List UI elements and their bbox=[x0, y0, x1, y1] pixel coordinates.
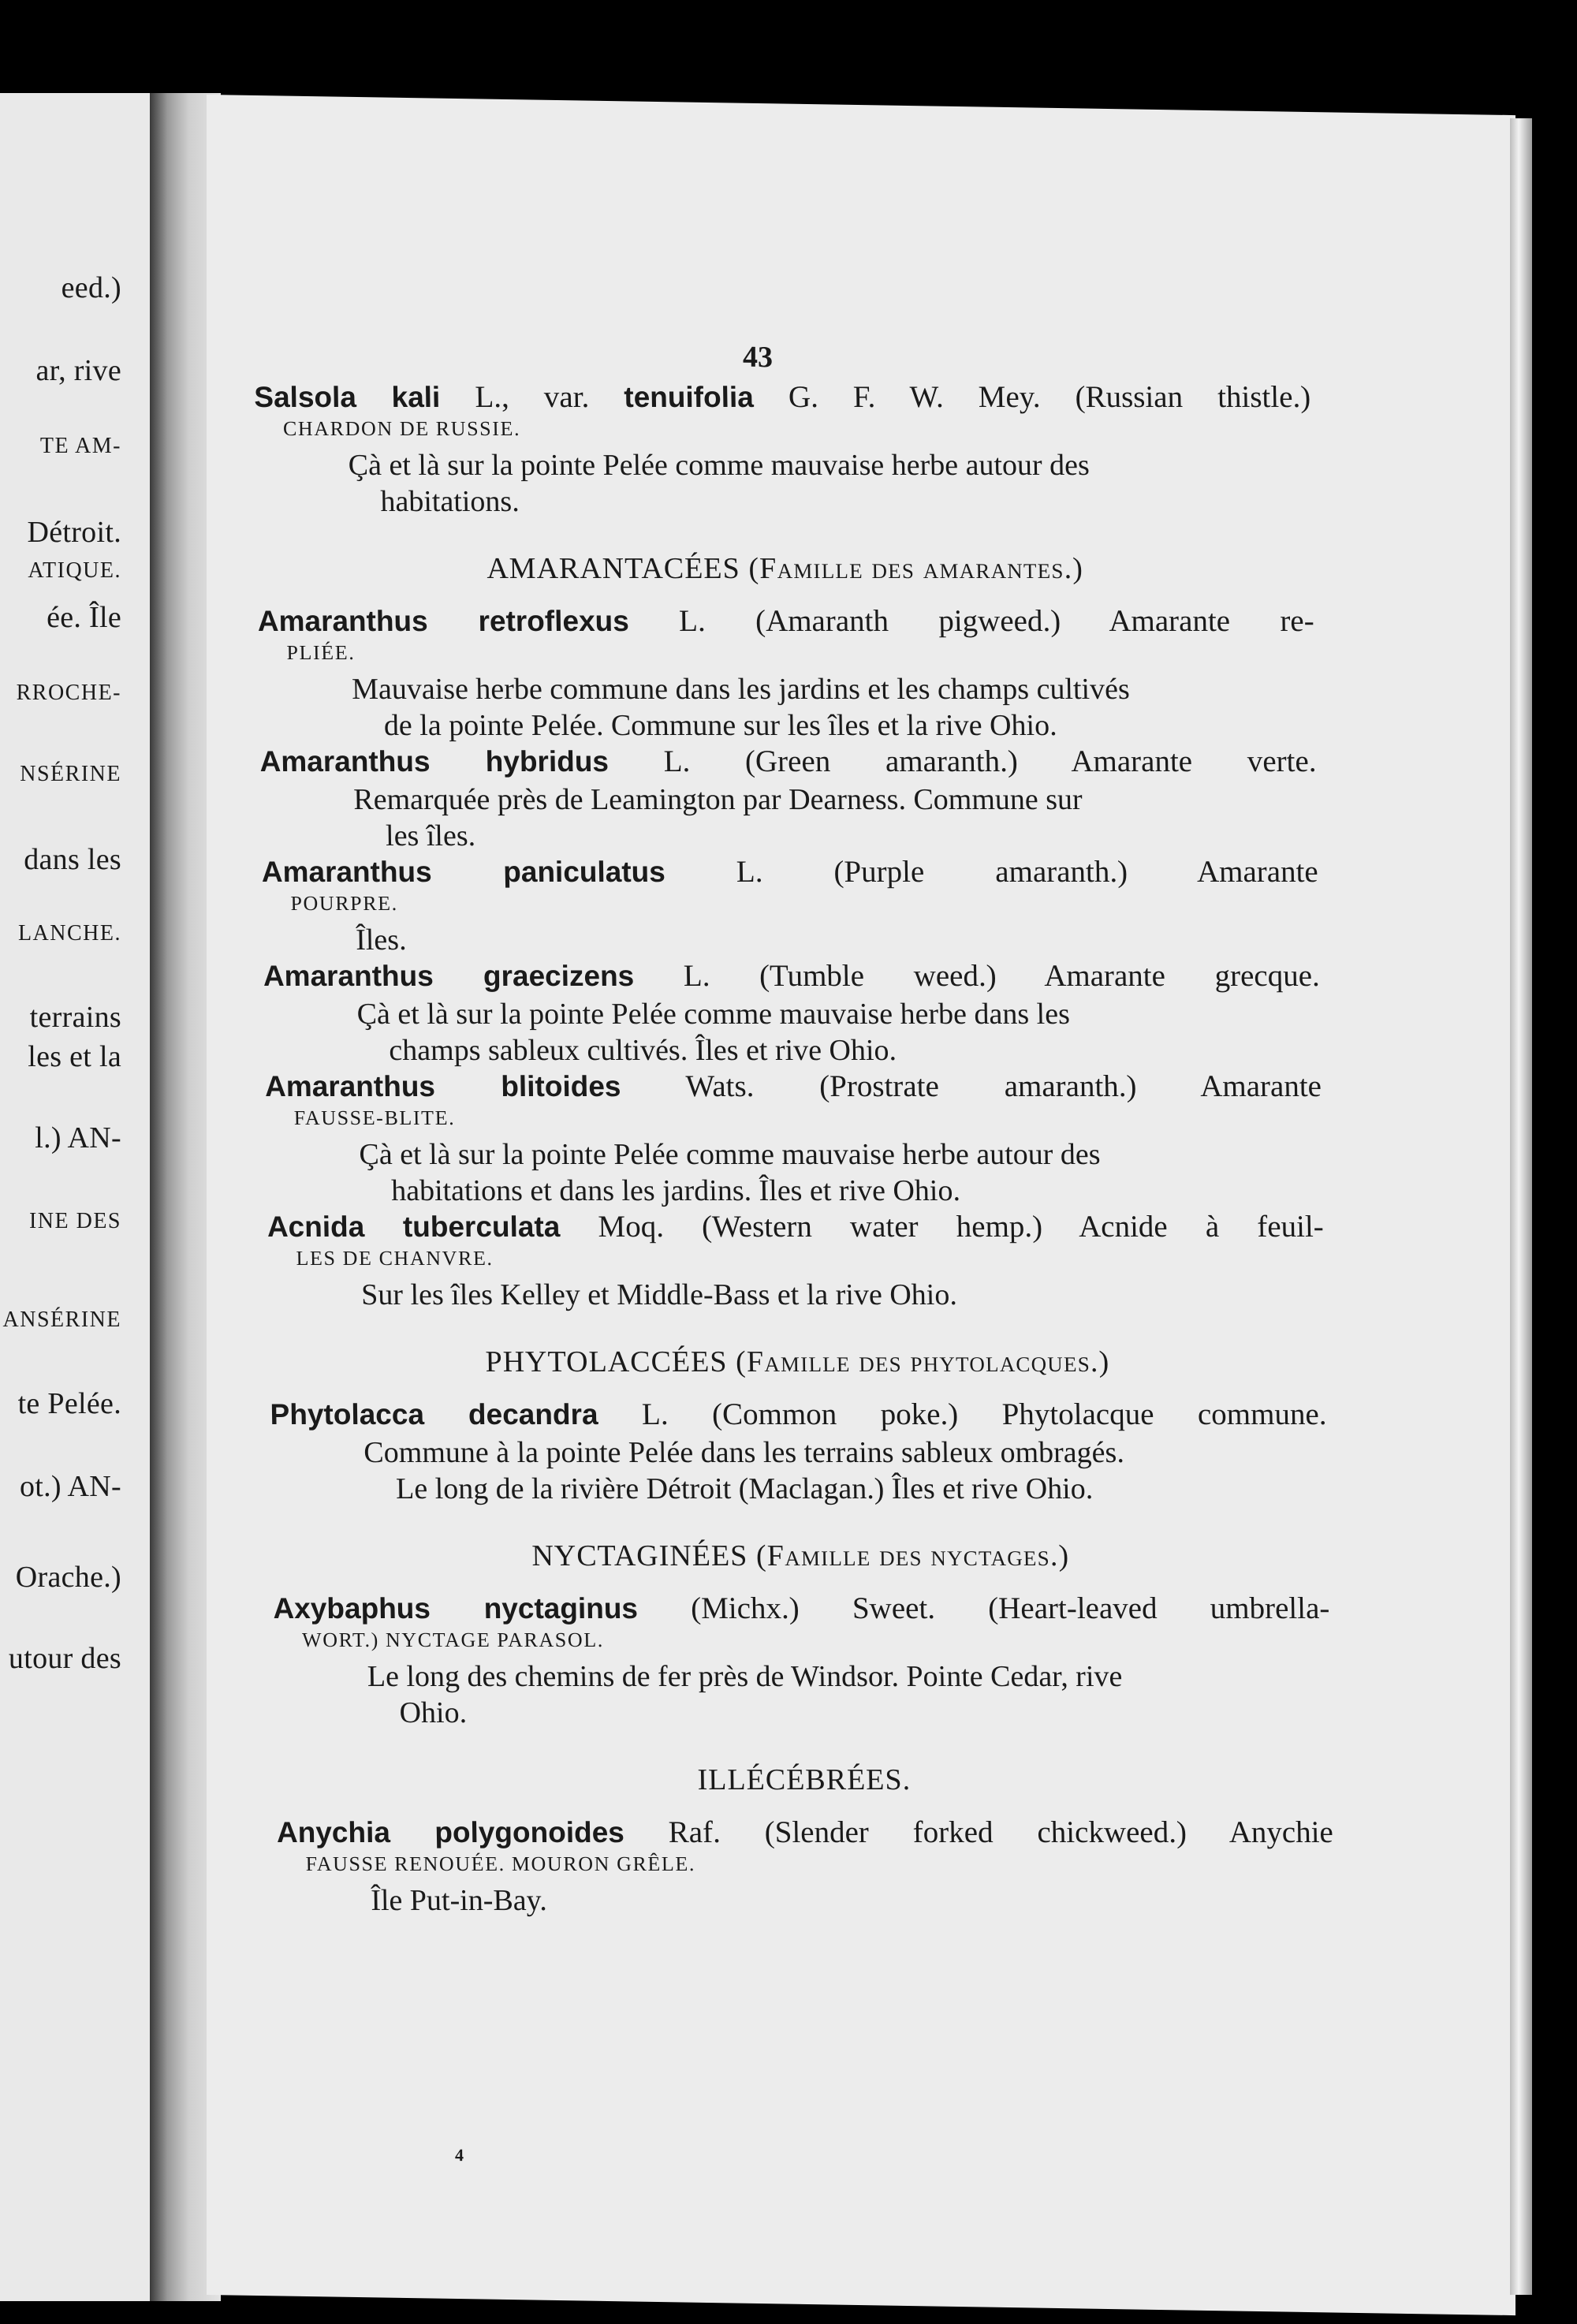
common-name-continuation: POURPRE. bbox=[290, 892, 398, 916]
left-page-line: dans les bbox=[24, 843, 121, 876]
entry-details: L. (Green amaranth.) Amarante verte. bbox=[608, 744, 1317, 779]
species-entry bbox=[270, 1397, 1328, 1507]
entry-details: L. (Tumble weed.) Amarante grecque. bbox=[633, 959, 1321, 994]
species-entry bbox=[267, 1209, 1325, 1313]
scientific-name: Anychia polygonoides bbox=[276, 1816, 625, 1849]
habitat-note-line: Çà et là sur la pointe Pelée comme mauvaise herbe autour des bbox=[348, 448, 1090, 482]
family-subtitle: (Famille des phytolacques.) bbox=[727, 1345, 1110, 1379]
habitat-note-line: Sur les îles Kelley et Middle-Bass et la rive Ohio. bbox=[360, 1278, 958, 1312]
habitat-note-line: Çà et là sur la pointe Pelée comme mauvaise herbe dans les bbox=[356, 998, 1071, 1031]
left-page-line: Détroit. bbox=[27, 516, 121, 549]
left-page-line: TE AM- bbox=[39, 434, 121, 458]
left-page-line: ot.) AN- bbox=[19, 1470, 121, 1503]
left-page-line: ANSÉRINE bbox=[2, 1307, 121, 1332]
common-name-continuation: CHARDON DE RUSSIE. bbox=[282, 416, 521, 440]
left-page-line: eed.) bbox=[61, 271, 121, 304]
entry-details: L. (Purple amaranth.) Amarante bbox=[665, 855, 1318, 890]
family-heading bbox=[272, 1539, 1329, 1573]
entry-header bbox=[254, 379, 1311, 416]
entry-details: L. (Amaranth pigweed.) Amarante re- bbox=[628, 603, 1315, 638]
entry-details: L. (Common poke.) Phytolacque commune. bbox=[598, 1397, 1327, 1432]
habitat-note-line: Mauvaise herbe commune dans les jardins et les champs cultivés bbox=[351, 672, 1131, 706]
entry-details: G. F. W. Mey. (Russian thistle.) bbox=[753, 379, 1311, 414]
family-name: NYCTAGINÉES bbox=[531, 1539, 748, 1573]
habitat-note-line: Commune à la pointe Pelée dans les terrains sableux ombragés. bbox=[363, 1436, 1125, 1470]
species-entry bbox=[261, 854, 1319, 958]
common-name-continuation: LES DE CHANVRE. bbox=[296, 1247, 494, 1270]
species-entry bbox=[257, 603, 1316, 744]
scientific-name: Salsola kali bbox=[254, 380, 441, 413]
habitat-note-line: champs sableux cultivés. Îles et rive Ohio. bbox=[389, 1034, 897, 1068]
family-name: ILLÉCÉBRÉES. bbox=[697, 1763, 912, 1797]
previous-page-fragment bbox=[0, 93, 156, 2301]
scientific-name: Amaranthus blitoides bbox=[264, 1070, 621, 1103]
species-entry bbox=[263, 958, 1322, 1069]
left-page-line: les et la bbox=[28, 1040, 121, 1073]
left-page-line: utour des bbox=[8, 1642, 121, 1675]
species-entry bbox=[273, 1591, 1332, 1731]
habitat-note bbox=[363, 1434, 1328, 1507]
habitat-note-line: Ohio. bbox=[399, 1696, 468, 1730]
left-page-line: ar, rive bbox=[35, 354, 121, 387]
entry-header bbox=[273, 1591, 1330, 1627]
scientific-name: Axybaphus nyctaginus bbox=[273, 1592, 639, 1625]
scientific-name: Phytolacca decandra bbox=[270, 1398, 598, 1431]
habitat-note bbox=[371, 1882, 1335, 1919]
page-edge bbox=[1510, 118, 1532, 2295]
habitat-note bbox=[353, 782, 1318, 854]
habitat-note bbox=[367, 1658, 1331, 1731]
common-name-continuation: FAUSSE-BLITE. bbox=[293, 1106, 456, 1130]
family-name: AMARANTACÉES bbox=[486, 551, 741, 585]
habitat-note bbox=[359, 1136, 1323, 1209]
entry-details: Wats. (Prostrate amaranth.) Amarante bbox=[621, 1069, 1322, 1104]
left-page-line: te Pelée. bbox=[17, 1387, 121, 1420]
habitat-note bbox=[352, 671, 1316, 744]
entry-header bbox=[265, 1069, 1322, 1105]
species-entry bbox=[265, 1069, 1324, 1209]
left-page-line: Orache.) bbox=[15, 1561, 121, 1594]
habitat-note-line: Le long des chemins de fer près de Windsor. Pointe Cedar, rive bbox=[367, 1660, 1123, 1694]
family-subtitle: (Famille des amarantes.) bbox=[740, 551, 1084, 585]
signature-mark: 4 bbox=[455, 2144, 464, 2165]
entry-header bbox=[270, 1397, 1327, 1433]
family-name: PHYTOLACCÉES bbox=[485, 1345, 728, 1379]
page-number: 43 bbox=[743, 340, 773, 375]
habitat-note bbox=[361, 1277, 1325, 1313]
habitat-note-line: Çà et là sur la pointe Pelée comme mauvaise herbe autour des bbox=[359, 1138, 1101, 1172]
habitat-note-line: les îles. bbox=[385, 819, 476, 853]
left-page-line: LANCHE. bbox=[17, 921, 121, 946]
habitat-note-line: habitations et dans les jardins. Îles et rive Ohio. bbox=[390, 1174, 961, 1208]
entry-details: (Michx.) Sweet. (Heart-leaved umbrella- bbox=[637, 1591, 1330, 1626]
family-heading bbox=[276, 1763, 1333, 1797]
entry-header bbox=[263, 958, 1321, 994]
entry-header bbox=[267, 1209, 1325, 1245]
entry-details: Raf. (Slender forked chickweed.) Anychie bbox=[624, 1815, 1334, 1850]
scientific-name: Amaranthus hybridus bbox=[259, 744, 610, 778]
left-page-line: terrains bbox=[29, 1001, 121, 1034]
left-page-line: NSÉRINE bbox=[20, 762, 121, 786]
habitat-note-line: habitations. bbox=[380, 484, 520, 518]
habitat-note bbox=[356, 996, 1321, 1069]
page-content bbox=[254, 379, 1334, 1919]
scientific-name: Acnida tuberculata bbox=[267, 1210, 561, 1244]
entry-details: L., var. bbox=[439, 379, 624, 414]
habitat-note bbox=[356, 922, 1320, 958]
species-entry bbox=[254, 379, 1313, 520]
left-page-line: INE DES bbox=[28, 1209, 121, 1233]
family-heading bbox=[269, 1345, 1326, 1379]
species-entry bbox=[277, 1815, 1335, 1919]
habitat-note-line: Île Put-in-Bay. bbox=[370, 1884, 547, 1918]
common-name-continuation: PLIÉE. bbox=[286, 640, 356, 664]
habitat-note bbox=[348, 447, 1312, 520]
common-name-continuation: FAUSSE RENOUÉE. MOURON GRÊLE. bbox=[305, 1852, 696, 1876]
left-page-line: ée. Île bbox=[47, 601, 121, 634]
family-subtitle: (Famille des nyctages.) bbox=[747, 1539, 1070, 1573]
left-page-line: RROCHE- bbox=[16, 681, 121, 705]
scientific-name: Amaranthus paniculatus bbox=[261, 856, 666, 889]
common-name-continuation: WORT.) NYCTAGE PARASOL. bbox=[301, 1628, 605, 1652]
entry-header bbox=[257, 603, 1314, 640]
entry-header bbox=[259, 744, 1317, 780]
scientific-name: Amaranthus retroflexus bbox=[257, 604, 630, 637]
family-heading bbox=[256, 551, 1314, 586]
scientific-variety: tenuifolia bbox=[624, 380, 755, 413]
entry-header bbox=[277, 1815, 1334, 1851]
entry-details: Moq. (Western water hemp.) Acnide à feuil- bbox=[559, 1210, 1325, 1244]
entry-header bbox=[261, 854, 1318, 890]
habitat-note-line: de la pointe Pelée. Commune sur les îles et la rive Ohio. bbox=[383, 708, 1057, 742]
left-page-line: l.) AN- bbox=[35, 1121, 121, 1155]
habitat-note-line: Îles. bbox=[355, 923, 407, 957]
species-entry bbox=[259, 744, 1318, 854]
left-page-line: ATIQUE. bbox=[28, 558, 121, 583]
scientific-name: Amaranthus graecizens bbox=[263, 960, 635, 993]
page bbox=[207, 95, 1515, 2315]
habitat-note-line: Le long de la rivière Détroit (Maclagan.) Îles et rive Ohio. bbox=[395, 1472, 1094, 1506]
habitat-note-line: Remarquée près de Leamington par Dearness. Commune sur bbox=[353, 783, 1083, 817]
